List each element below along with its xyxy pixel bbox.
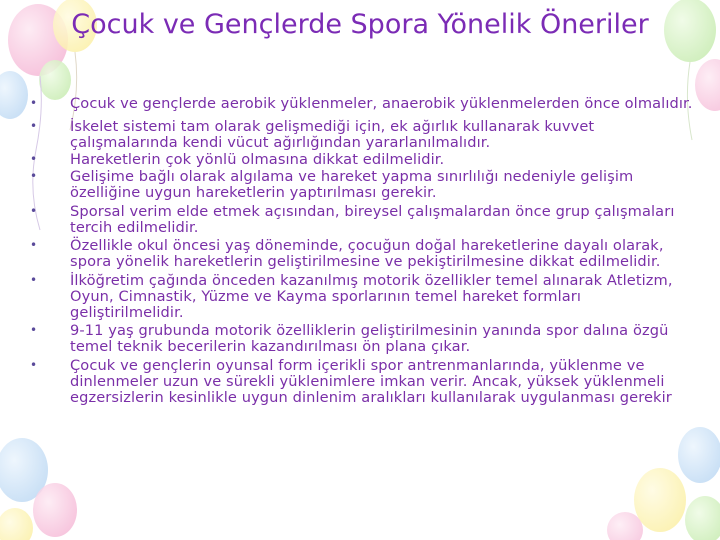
bullet-icon: • (30, 238, 38, 253)
list-item (28, 204, 698, 236)
bullet-icon: • (30, 357, 38, 372)
list-item (28, 358, 698, 405)
balloon-pink (695, 59, 720, 111)
balloon-green (685, 496, 720, 540)
bullet-icon: • (30, 169, 38, 184)
balloon-green (39, 60, 71, 100)
slide-title: Çocuk ve Gençlerde Spora Yönelik Öneriler (71, 9, 649, 40)
bullet-list (28, 96, 698, 405)
list-item-text: 9-11 yaş grubunda motorik özelliklerin geliştirilmesinin yanında spor dalına özgü temel teknik becerilerin kazandırılması ön plana çıkar. (70, 322, 669, 356)
list-item-text: İlköğretim çağında önceden kazanılmış motorik özellikler temel alınarak Atletizm, Oyun, Cimnastik, Yüzme ve Kayma sporlarının temel hareket formları geliştirilmelidir. (70, 271, 673, 321)
balloon-blue (678, 427, 720, 483)
bullet-icon: • (30, 323, 38, 338)
balloon-green (664, 0, 716, 62)
balloon-yellow (634, 468, 686, 532)
list-item (28, 273, 698, 320)
list-item (28, 119, 698, 151)
list-item (28, 96, 698, 112)
list-item-text: Hareketlerin çok yönlü olmasına dikkat edilmelidir. (70, 151, 445, 169)
list-item-text: Sporsal verim elde etmek açısından, bireysel çalışmalardan önce grup çalışmaları tercih edilmelidir. (70, 202, 675, 236)
bullet-icon: • (30, 272, 38, 287)
list-item-text: Özellikle okul öncesi yaş döneminde, çocuğun doğal hareketlerine dayalı olarak, spora yönelik hareketlerin geliştirilmesine ve pekiştirilmesine dikkat edilmelidir. (70, 237, 664, 271)
list-item (28, 152, 698, 168)
balloon-pink (33, 483, 77, 537)
list-item-text: Çocuk ve gençlerin oyunsal form içerikli spor antrenmanlarında, yüklenme ve dinlenmeler uzun ve sürekli yüklenimlere imkan verir. Ancak, yüksek yüklenmeli egzersizlerin kesinlikle uygun dinlenim aralıkları kullanılarak uygulanması gerekir (70, 356, 672, 406)
bullet-icon: • (30, 203, 38, 218)
list-item (28, 323, 698, 355)
list-item (28, 169, 698, 201)
bullet-icon: • (30, 118, 38, 133)
bullet-icon: • (30, 96, 38, 110)
balloon-yellow (0, 508, 33, 540)
list-item-text: İskelet sistemi tam olarak gelişmediği için, ek ağırlık kullanarak kuvvet çalışmalarında kendi vücut ağırlığından yararlanılmalıdır. (70, 117, 595, 151)
list-item-text: Çocuk ve gençlerde aerobik yüklenmeler, anaerobik yüklenmelerden önce olmalıdır. (70, 95, 693, 112)
list-item-text: Gelişime bağlı olarak algılama ve hareket yapma sınırlılığı nedeniyle gelişim özelliğine uygun hareketlerin yaptırılması gerekir. (70, 168, 634, 201)
list-item (28, 238, 698, 270)
bullet-icon: • (30, 152, 38, 167)
balloon-blue (0, 71, 28, 119)
